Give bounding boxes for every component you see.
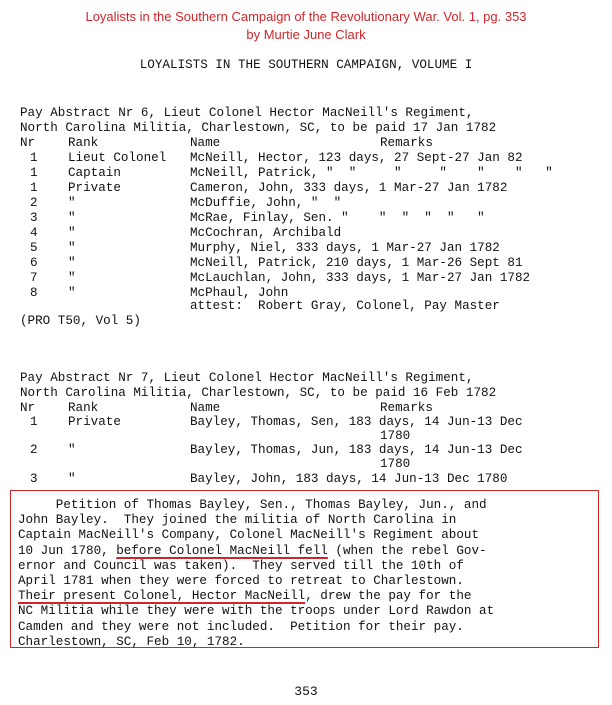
table-row: [0, 166, 612, 181]
row-detail: McRae, Finlay, Sen. " " " " " ": [190, 211, 485, 225]
row-rank: ": [68, 286, 76, 300]
row-nr: 1: [30, 151, 38, 165]
row-detail: Bayley, Thomas, Sen, 183 days, 14 Jun-13 Dec: [190, 415, 523, 429]
table-row: [0, 196, 612, 211]
row-nr: 5: [30, 241, 38, 255]
row-detail-cont: 1780: [380, 429, 411, 443]
petition-line: Captain MacNeill's Company, Colonel MacNeill's Regiment about: [18, 528, 480, 543]
row-rank: Private: [68, 181, 121, 195]
table-row: [0, 181, 612, 196]
petition-text-segment: 10 Jun 1780,: [18, 543, 117, 558]
table-row: [0, 415, 612, 430]
abstract6-heading-2: North Carolina Militia, Charlestown, SC, to be paid 17 Jan 1782: [20, 121, 497, 135]
row-detail: McNeill, Hector, 123 days, 27 Sept-27 Jan 82: [190, 151, 523, 165]
table-row: [0, 241, 612, 256]
table-row: [0, 271, 612, 286]
row-rank: ": [68, 226, 76, 240]
row-detail: McNeill, Patrick, 210 days, 1 Mar-26 Sept 81: [190, 256, 523, 270]
row-rank: ": [68, 271, 76, 285]
row-nr: 2: [30, 443, 38, 457]
row-rank: ": [68, 196, 76, 210]
petition-line: Camden and they were not included. Petition for their pay.: [18, 619, 464, 634]
col-nr: Nr: [20, 136, 36, 150]
row-detail: Murphy, Niel, 333 days, 1 Mar-27 Jan 1782: [190, 241, 500, 255]
col-name: Name: [190, 401, 221, 415]
abstract7-column-headers: [0, 401, 612, 416]
table-row: [0, 256, 612, 271]
petition-line: John Bayley. They joined the militia of North Carolina in: [18, 513, 457, 528]
petition-line: April 1781 when they were forced to retreat to Charlestown.: [18, 573, 464, 588]
banner-line-1: Loyalists in the Southern Campaign of the Revolutionary War. Vol. 1, pg. 353: [85, 9, 527, 24]
abstract6-heading-1: Pay Abstract Nr 6, Lieut Colonel Hector MacNeill's Regiment,: [20, 106, 474, 120]
row-rank: ": [68, 241, 76, 255]
table-row: [0, 151, 612, 166]
petition-text-segment: , drew the pay for the: [305, 589, 472, 604]
volume-title: LOYALISTS IN THE SOUTHERN CAMPAIGN, VOLUME I: [139, 58, 473, 72]
row-detail: McPhaul, John: [190, 286, 289, 300]
petition-text-segment: (when the rebel Gov-: [327, 543, 487, 558]
petition-line: [18, 589, 588, 604]
row-nr: 1: [30, 166, 38, 180]
row-nr: 1: [30, 415, 38, 429]
row-detail: McLauchlan, John, 333 days, 1 Mar-27 Jan 1782: [190, 271, 531, 285]
row-nr: 3: [30, 472, 38, 486]
underlined-phrase: before Colonel MacNeill fell: [116, 543, 328, 558]
petition-line: Petition of Thomas Bayley, Sen., Thomas Bayley, Jun., and: [18, 498, 487, 512]
petition-line: [18, 544, 588, 559]
table-row-continuation: [0, 429, 612, 444]
petition-text: [18, 498, 588, 650]
table-row: [0, 472, 612, 487]
row-detail: McCochran, Archibald: [190, 226, 342, 240]
row-detail: Bayley, John, 183 days, 14 Jun-13 Dec 1780: [190, 472, 508, 486]
row-nr: 7: [30, 271, 38, 285]
row-rank: Lieut Colonel: [68, 151, 167, 165]
table-row: [0, 211, 612, 226]
col-nr: Nr: [20, 401, 36, 415]
page-number: 353: [294, 684, 318, 699]
row-detail-cont: 1780: [380, 457, 411, 471]
banner-line-2: by Murtie June Clark: [246, 27, 366, 42]
row-nr: 8: [30, 286, 38, 300]
source-citation: (PRO T50, Vol 5): [20, 314, 141, 328]
row-nr: 2: [30, 196, 38, 210]
table-row: [0, 443, 612, 458]
petition-line: Charlestown, SC, Feb 10, 1782.: [18, 634, 245, 649]
petition-line: NC Militia while they were with the troops under Lord Rawdon at: [18, 604, 495, 619]
attest-line: attest: Robert Gray, Colonel, Pay Master: [190, 299, 500, 313]
row-detail: McDuffie, John, " ": [190, 196, 342, 210]
row-rank: Captain: [68, 166, 121, 180]
row-rank: Private: [68, 415, 121, 429]
abstract7-heading-2: North Carolina Militia, Charlestown, SC, to be paid 16 Feb 1782: [20, 386, 497, 400]
abstract6-column-headers: [0, 136, 612, 151]
row-detail: Bayley, Thomas, Jun, 183 days, 14 Jun-13 Dec: [190, 443, 523, 457]
col-remarks: Remarks: [380, 136, 433, 150]
col-remarks: Remarks: [380, 401, 433, 415]
col-rank: Rank: [68, 401, 99, 415]
row-nr: 6: [30, 256, 38, 270]
row-detail: Cameron, John, 333 days, 1 Mar-27 Jan 1782: [190, 181, 508, 195]
row-nr: 4: [30, 226, 38, 240]
source-banner: [0, 8, 612, 44]
row-rank: ": [68, 472, 76, 486]
col-rank: Rank: [68, 136, 99, 150]
col-name: Name: [190, 136, 221, 150]
row-detail: McNeill, Patrick, " " " " " " ": [190, 166, 553, 180]
row-rank: ": [68, 443, 76, 457]
underlined-phrase: Their present Colonel, Hector MacNeill: [18, 589, 306, 604]
row-nr: 3: [30, 211, 38, 225]
row-nr: 1: [30, 181, 38, 195]
table-row: [0, 226, 612, 241]
table-row-continuation: [0, 457, 612, 472]
petition-line: ernor and Council was taken). They served till the 10th of: [18, 558, 464, 573]
row-rank: ": [68, 211, 76, 225]
row-rank: ": [68, 256, 76, 270]
abstract7-heading-1: Pay Abstract Nr 7, Lieut Colonel Hector MacNeill's Regiment,: [20, 371, 474, 385]
